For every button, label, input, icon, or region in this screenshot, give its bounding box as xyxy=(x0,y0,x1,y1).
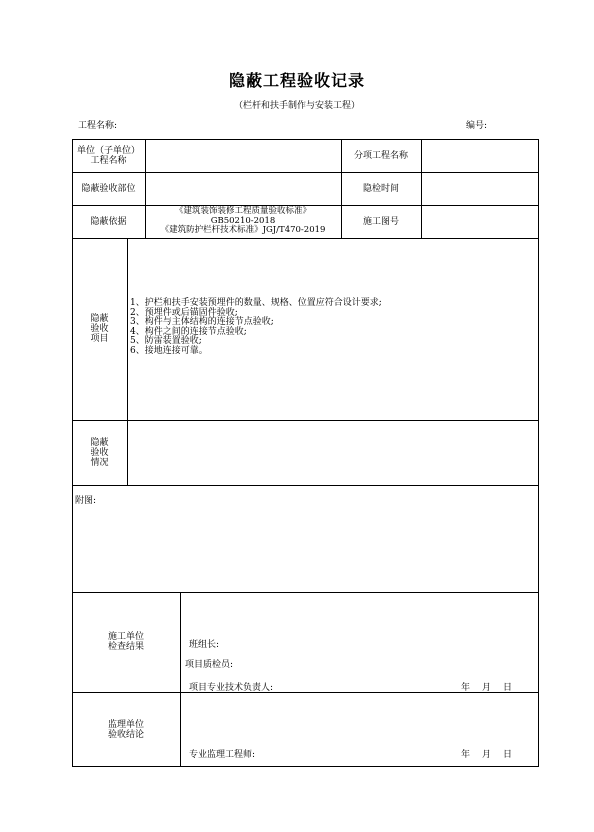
page-subtitle: （栏杆和扶手制作与安装工程） xyxy=(233,101,360,111)
drawing-number-label: 施工图号 xyxy=(362,216,399,227)
status-value[interactable] xyxy=(127,420,539,485)
inspection-time-label: 隐检时间 xyxy=(362,183,399,194)
list-item: 2、预埋件或后锚固件验收; xyxy=(130,307,238,318)
unit-project-name-label: 单位（子单位） 工程名称 xyxy=(76,145,140,166)
construction-day-label: 日 xyxy=(503,683,513,693)
status-label: 隐蔽 验收 情况 xyxy=(90,437,109,468)
inspection-items-list xyxy=(130,299,382,356)
team-leader-label: 班组长: xyxy=(189,640,220,650)
supervising-engineer-label: 专业监理工程师: xyxy=(189,750,256,760)
construction-unit-label: 施工单位 检查结果 xyxy=(107,632,144,652)
project-name-label: 工程名称: xyxy=(78,121,118,131)
attachment-label: 附图: xyxy=(75,496,97,506)
supervision-year-label: 年 xyxy=(461,750,471,760)
number-label: 编号: xyxy=(466,121,488,131)
supervision-day-label: 日 xyxy=(503,750,513,760)
list-item: 5、防雷装置验收; xyxy=(130,336,202,346)
hidden-part-value[interactable] xyxy=(145,172,341,205)
basis-value: 《建筑装饰装修工程质量验收标准》 GB50210-2018 《建筑防护栏杆技术标准》JGJ/T470-2019 xyxy=(160,206,326,236)
list-item: 6、接地连接可靠。 xyxy=(130,345,208,356)
qc-officer-label: 项目质检员: xyxy=(185,660,234,670)
supervision-unit-label: 监理单位 验收结论 xyxy=(107,719,144,740)
drawing-number-value[interactable] xyxy=(421,205,539,238)
inspection-time-value[interactable] xyxy=(421,172,539,205)
unit-project-name-value[interactable] xyxy=(145,139,341,172)
construction-month-label: 月 xyxy=(482,683,492,693)
sub-project-name-label: 分项工程名称 xyxy=(353,150,408,161)
list-item: 4、构件之间的连接节点验收; xyxy=(130,326,247,337)
list-item: 1、护栏和扶手安装预埋件的数量、规格、位置应符合设计要求; xyxy=(130,298,382,308)
basis-label: 隐蔽依据 xyxy=(90,216,127,227)
items-label: 隐蔽 验收 项目 xyxy=(90,314,109,344)
tech-lead-label: 项目专业技术负责人: xyxy=(189,683,274,693)
attachment-area[interactable] xyxy=(72,505,539,592)
sub-project-name-value[interactable] xyxy=(421,139,539,172)
construction-year-label: 年 xyxy=(461,683,471,693)
list-item: 3、构件与主体结构的连接节点验收; xyxy=(130,317,274,327)
hidden-part-label: 隐蔽验收部位 xyxy=(81,183,136,194)
page-title: 隐蔽工程验收记录 xyxy=(228,71,365,90)
supervision-month-label: 月 xyxy=(482,750,492,760)
